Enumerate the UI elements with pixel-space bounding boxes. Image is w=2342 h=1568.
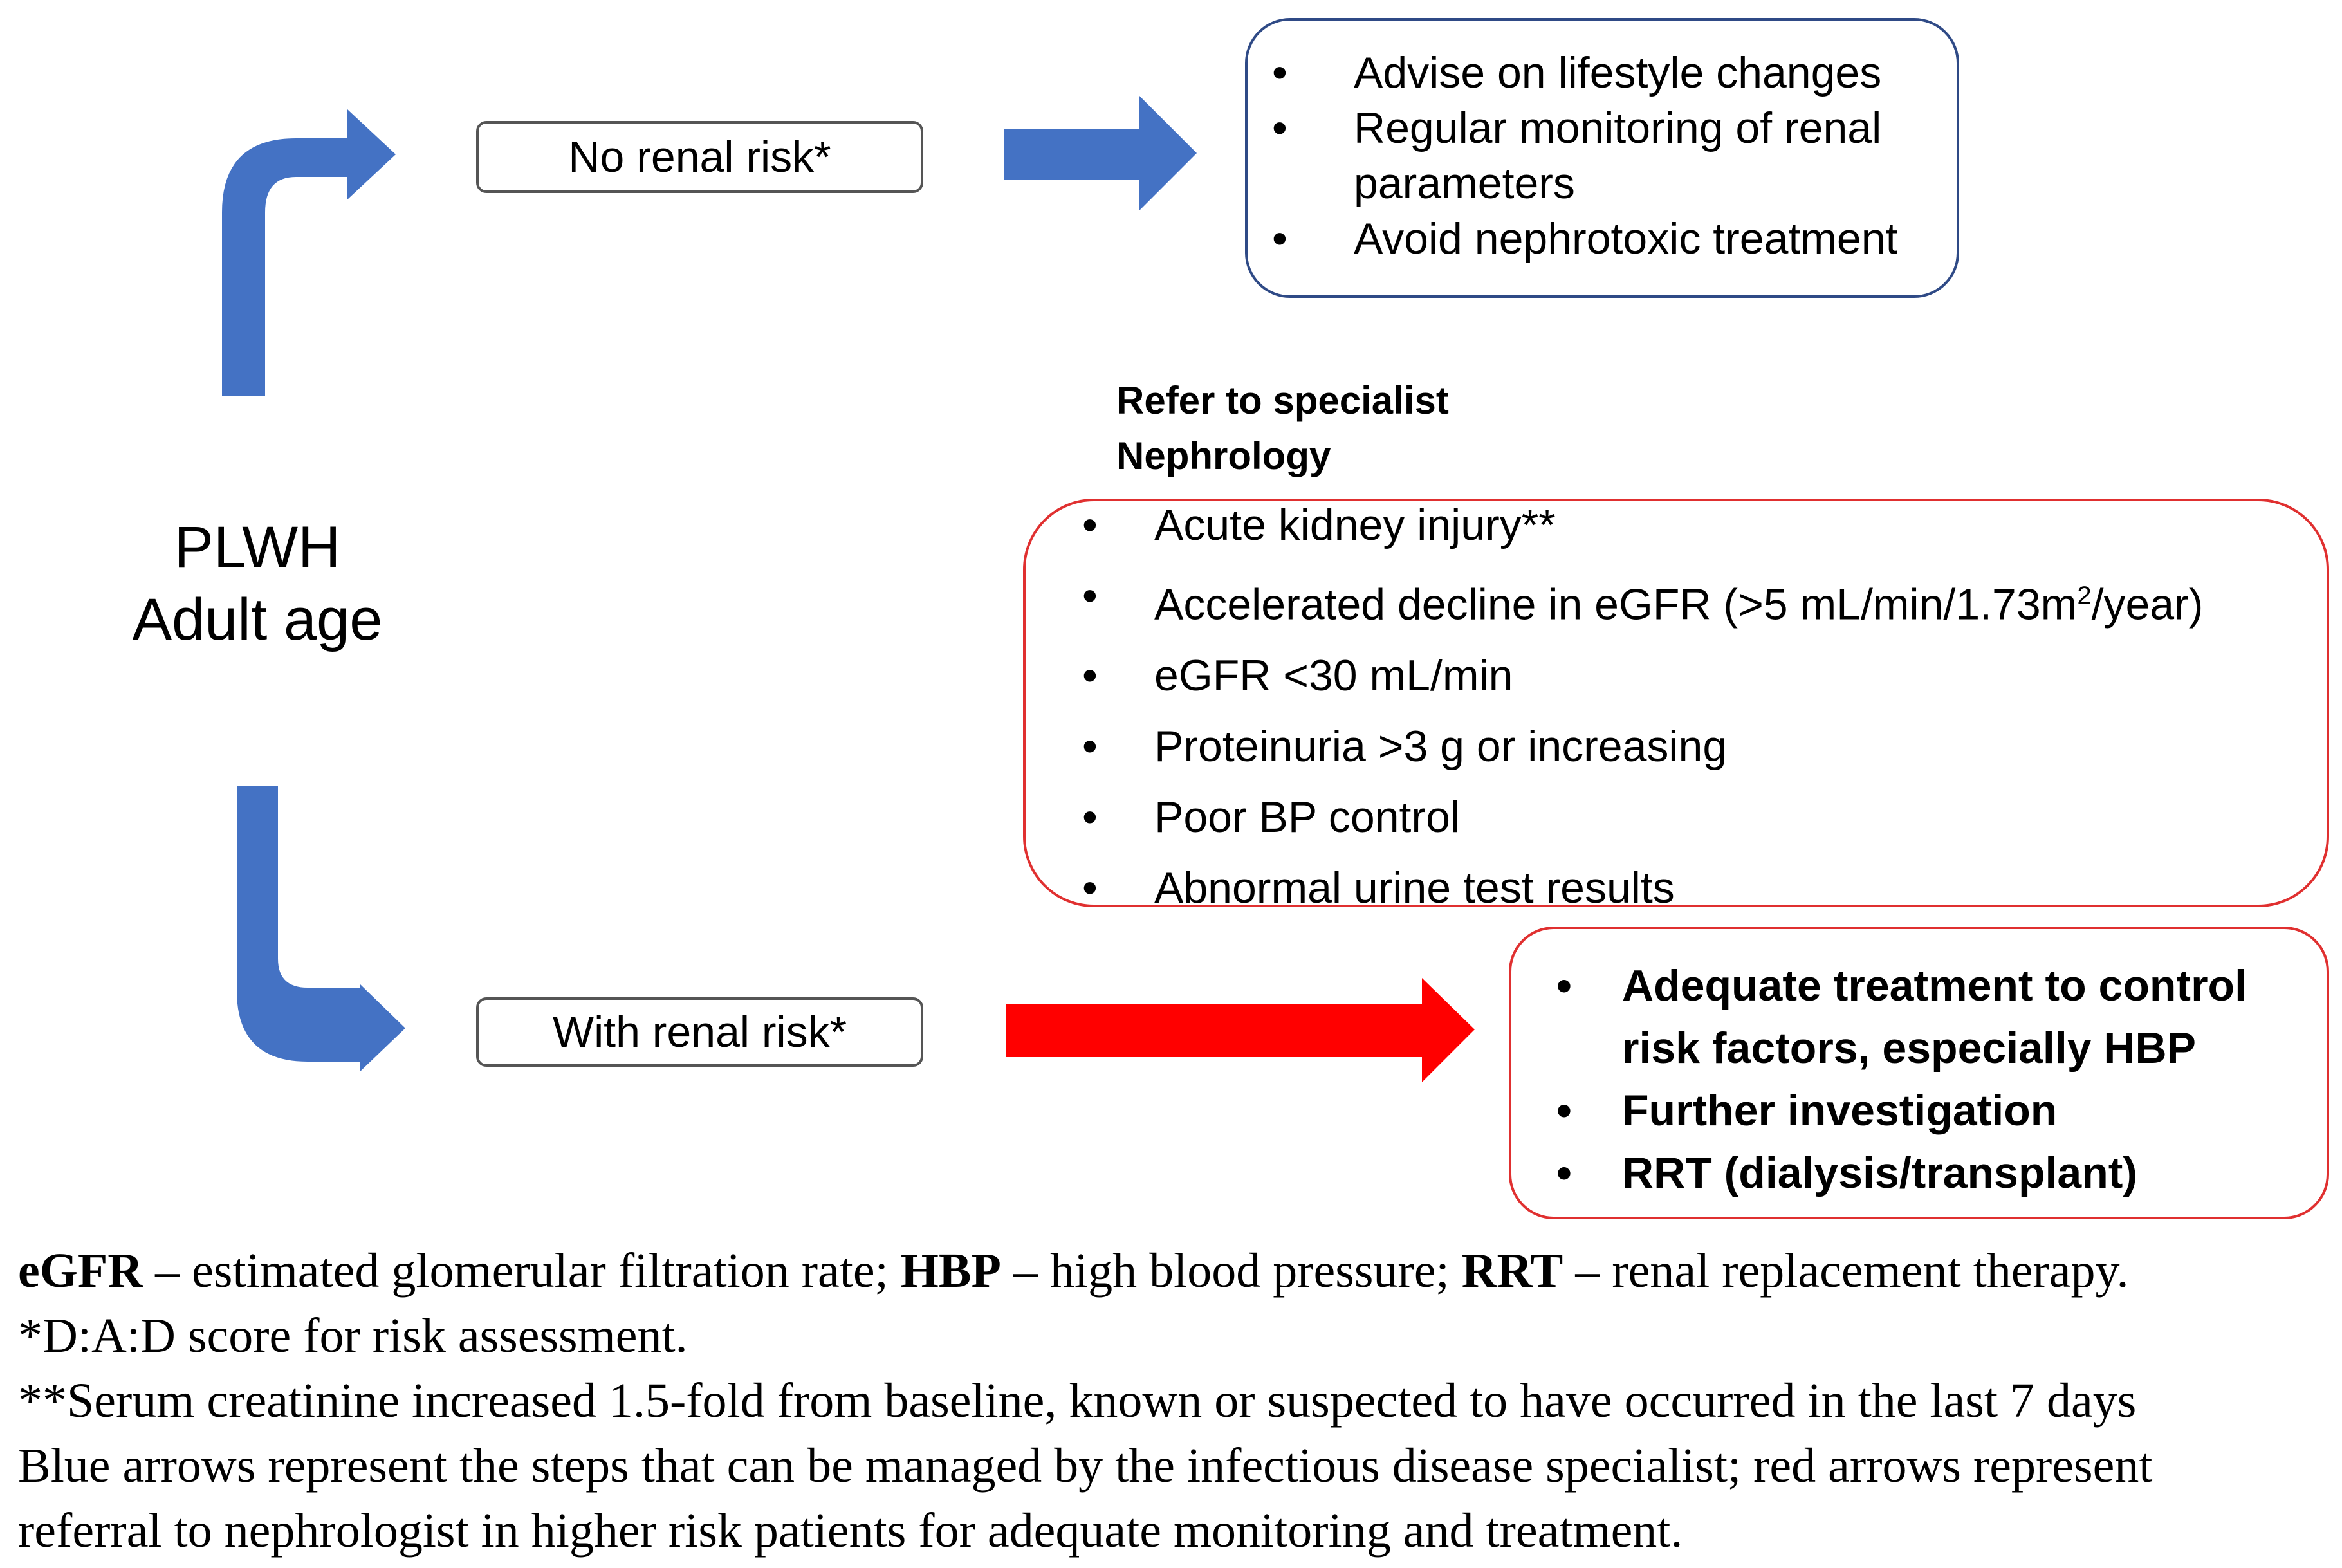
list-item: • Regular monitoring of renal parameters: [1272, 104, 1882, 208]
list-item: • Accelerated decline in eGFR (>5 $mL/\min/1.73m^2/year$): [1082, 571, 2204, 629]
with-risk-actions-list: [1511, 955, 2316, 1204]
no-risk-actions-list: [1267, 45, 1949, 266]
footnote-line-3: **Serum creatinine increased 1.5-fold from baseline, known or suspected to have occurred in the last 7 days: [18, 1374, 2137, 1428]
list-item: • Advise on lifestyle changes: [1272, 48, 1882, 97]
list-item: • Proteinuria >3 g or increasing: [1082, 721, 1728, 771]
footnote: [18, 1239, 2334, 1563]
list-item: • Avoid nephrotoxic treatment: [1272, 214, 1898, 263]
refer-line-2: Nephrology: [1116, 434, 1331, 477]
with-renal-risk-label: With renal risk*: [552, 1008, 847, 1056]
list-item: • RRT (dialysis/transplant): [1556, 1148, 2138, 1197]
list-item: • Poor BP control: [1082, 792, 1461, 842]
list-item: • Adequate treatment to control risk factors, especially HBP: [1556, 961, 2247, 1073]
no-renal-risk-label: No renal risk*: [568, 133, 831, 181]
root-line-2: Adult age: [132, 587, 383, 652]
no-risk-right-arrow: [1004, 95, 1197, 211]
list-item: • eGFR <30 mL/min: [1082, 650, 1513, 700]
list-item: • Abnormal urine test results: [1082, 863, 1675, 912]
refer-heading: [1116, 373, 1449, 484]
footnote-line-5: referral to nephrologist in higher risk patients for adequate monitoring and treatment.: [18, 1504, 1683, 1558]
no-renal-risk-box: [476, 121, 923, 193]
refer-line-1: Refer to specialist: [1116, 379, 1449, 422]
referral-criteria-list: [1026, 490, 2332, 923]
list-item: • Further investigation: [1556, 1086, 2058, 1135]
footnote-line-2: *D:A:D score for risk assessment.: [18, 1309, 688, 1363]
footnote-line-4: Blue arrows represent the steps that can be managed by the infectious disease specialist; red arrows represent: [18, 1439, 2153, 1493]
referral-criteria-box: [1023, 499, 2329, 912]
with-risk-right-arrow: [1006, 978, 1475, 1082]
footnote-abbreviations: eGFR – estimated glomerular filtration rate; HBP – high blood pressure; RRT – renal replacement therapy.: [18, 1244, 2129, 1298]
list-item: • Acute kidney injury**: [1082, 501, 1556, 549]
with-risk-actions-box: [1509, 927, 2329, 1219]
root-line-1: PLWH: [174, 515, 341, 580]
no-risk-actions-box: [1245, 18, 1959, 298]
upper-bent-arrow: [222, 109, 396, 396]
root-label: [97, 512, 418, 656]
lower-bent-arrow: [237, 786, 405, 1071]
with-renal-risk-box: [476, 997, 923, 1067]
